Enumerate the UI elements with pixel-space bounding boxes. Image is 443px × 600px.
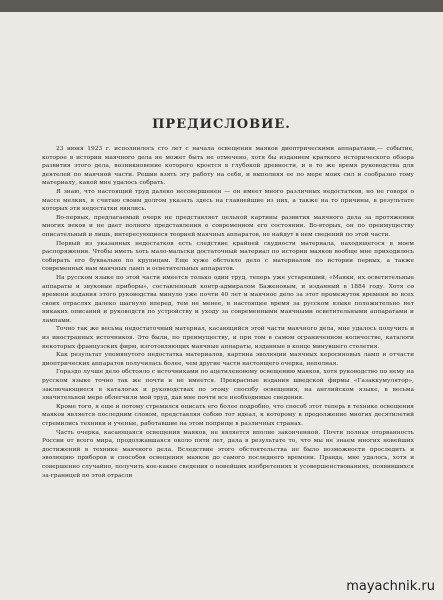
paragraph: На русском языке по этой части имеется только один труд, теперь уже устаревший, «Маяки, их осветительные аппараты и звуковые приборы», составленный контр-адмиралом Баженовым, и изданный в 1884 году. Хотя со времени издания этого руководства минуло уже почти 40 лет и маячное дело за этот промежуток времени во всех своих отраслях далеко шагнуло вперед, тем не менее, в настоящее время за русском языке положительно нет никаких описаний и руководств по устройству и уходу за современными маячными осветительными аппаратами и лампами.	[42, 274, 414, 324]
paragraph: Первый из указанных недостатков есть следствие крайней скудности материала, находящегося в моем распоряжении. Чтобы иметь хоть мало-мальски достаточный материал по истории маяков вообще мне приходилось собирать его буквально по крупицам. Еще хуже обстояло дело с материалом по истории первых, а также современных нам маячных ламп и осветительных аппаратов.	[42, 240, 414, 273]
page-top-edge	[0, 0, 443, 12]
watermark: mayachnik.ru	[346, 579, 435, 594]
page-title: ПРЕДИСЛОВИЕ.	[152, 117, 291, 132]
paragraph: Я знаю, что настоящий труд далеко несовершенен — он имеет много различных недостатков, но не говоря о массе мелких, я считаю своим долгом указать здесь на главнейшие из них, а также на то причины, в результате которых эти недостатки явились.	[42, 188, 414, 213]
paragraph: 23 июня 1923 г. исполнилось сто лет с начала освещения маяков диоптрическими аппаратами,— событие, которое в истории маячного дела не может быть не отмечено, хотя бы изданием краткого исторического обзора развития этого дела, возникновение которого кроется в глубокой древности, и в то же время руководства для деятелей по маячной части. Решив взять эту работу на себя, и выполняя ее по мере моих сил и сообразно тому материалу, какой мне удалось собрать.	[42, 146, 414, 187]
paragraph: Точно так же весьма недостаточный материал, касающийся этой части маячного дела, мне удалось получить и из иностранных источников. Это были, по преимуществу, и при том в самом ограниченном количестве, каталоги некоторых французских фирм, изготовляющих маячные аппараты, изданные в конце минувшего столетия.	[42, 326, 414, 350]
paragraph: Как результат упомянутого недостатка материалов, картина эволюции маячных керосиновых ламп и отчасти диоптрических аппаратов получилась более, чем другие части настоящего очерка, неполная.	[42, 352, 414, 367]
preface-body	[42, 145, 414, 480]
paragraph: Кроме того, я еще и потому стремился описать его более подробно, что способ этот теперь в технике освещения маяков является последним словом, представляя собою тот идеал, к которому в продолжение многих десятилетий стремились техники и ученые, работавшие на этом поприще в различных странах.	[42, 403, 414, 427]
paragraph: Во-первых, предлагаемый очерк не представляет цельной картины развития маячного дела за протяжении многих веков и не дает полного представления о современном его состоянии. Во-вторых, он по преимуществу описательный и лишь, интересующиеся теорией маячных аппаратов, не найдут в нем сведений по этой части.	[42, 214, 414, 238]
paragraph: Часть очерка, касающаяся освещения маяков, не является вполне законченной. Почти полная оторванность России от всего мира, продолжавшаяся около пяти лет, дала в результате то, что мы не знаем многих новейших достижений в технике маячного дела. Вследствие этого обстоятельства не было возможности проследить и эволюцию приборов и способов освещения маяков до самого последнего времени. Правда, мне удалось, хотя и совершенно случайно, получить кое-какие сведения о новейших изобретениях и усовершенствованиях, появившихся за-границей по этой отрасли	[42, 429, 414, 479]
paragraph: Гораздо лучше дело обстояло с источниками по ацетиленовому освещению маяков, хотя руководство по нему на русском языке точно так же почти и не имеется. Прекрасные издания шведской фирмы «Газаккумулятор», заключающиеся в каталогах и руководствах по этому способу освещения, на английском языке, в весьма значительной мере облегчили мой труд, дав мне почти все необходимые сведения.	[42, 369, 414, 402]
